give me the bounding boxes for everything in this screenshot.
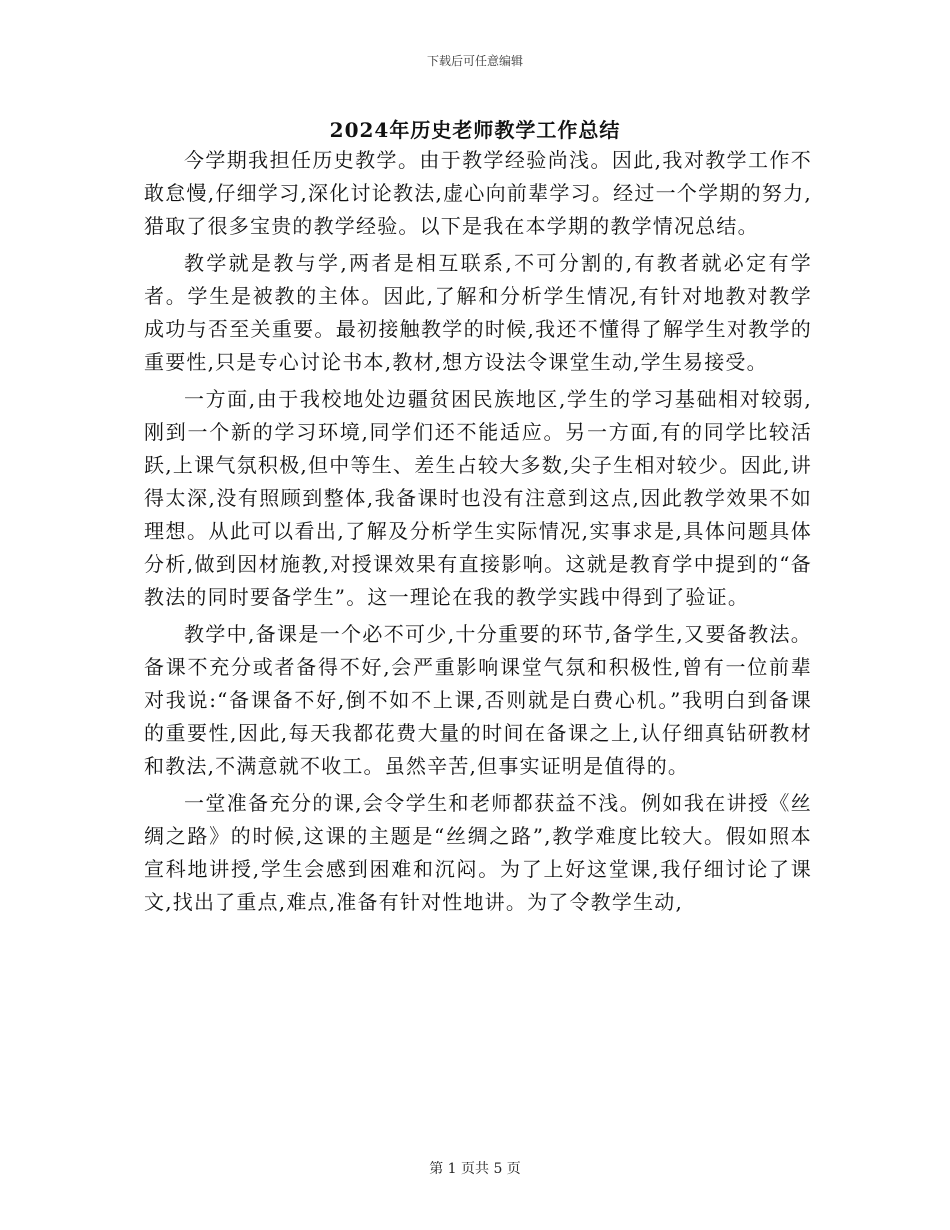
paragraph-4: 教学中,备课是一个必不可少,十分重要的环节,备学生,又要备教法。备课不充分或者备得不好,会严重影响课堂气氛和积极性,曾有一位前辈对我说:“备课备不好,倒不如不上课,否则就是白费心机。”我明白到备课的重要性,因此,每天我都花费大量的时间在备课之上,认仔细真钻研教材和教法,不满意就不收工。虽然辛苦,但事实证明是值得的。 xyxy=(144,622,812,778)
document-body xyxy=(144,144,812,923)
paragraph-1: 今学期我担任历史教学。由于教学经验尚浅。因此,我对教学工作不敢怠慢,仔细学习,深化讨论教法,虚心向前辈学习。经过一个学期的努力,猎取了很多宝贵的教学经验。以下是我在本学期的教学情况总结。 xyxy=(144,148,812,238)
paragraph-5: 一堂准备充分的课,会令学生和老师都获益不浅。例如我在讲授《丝绸之路》的时候,这课的主题是“丝绸之路”,教学难度比较大。假如照本宣科地讲授,学生会感到困难和沉闷。为了上好这堂课,我仔细讨论了课文,找出了重点,难点,准备有针对性地讲。为了令教学生动, xyxy=(144,791,812,914)
paragraph-3: 一方面,由于我校地处边疆贫困民族地区,学生的学习基础相对较弱,刚到一个新的学习环境,同学们还不能适应。另一方面,有的同学比较活跃,上课气氛积极,但中等生、差生占较大多数,尖子生相对较少。因此,讲得太深,没有照顾到整体,我备课时也没有注意到这点,因此教学效果不如理想。从此可以看出,了解及分析学生实际情况,实事求是,具体问题具体分析,做到因材施教,对授课效果有直接影响。这就是教育学中提到的“备教法的同时要备学生”。这一理论在我的教学实践中得到了验证。 xyxy=(144,387,812,609)
page-indicator: 第 1 页共 5 页 xyxy=(429,1161,521,1177)
document-title: 2024年历史老师教学工作总结 xyxy=(329,118,621,142)
header-note: 下载后可任意编辑 xyxy=(426,54,523,68)
paragraph-2: 教学就是教与学,两者是相互联系,不可分割的,有教者就必定有学者。学生是被教的主体。因此,了解和分析学生情况,有针对地教对教学成功与否至关重要。最初接触教学的时候,我还不懂得了解学生对教学的重要性,只是专心讨论书本,教材,想方设法令课堂生动,学生易接受。 xyxy=(144,251,812,374)
